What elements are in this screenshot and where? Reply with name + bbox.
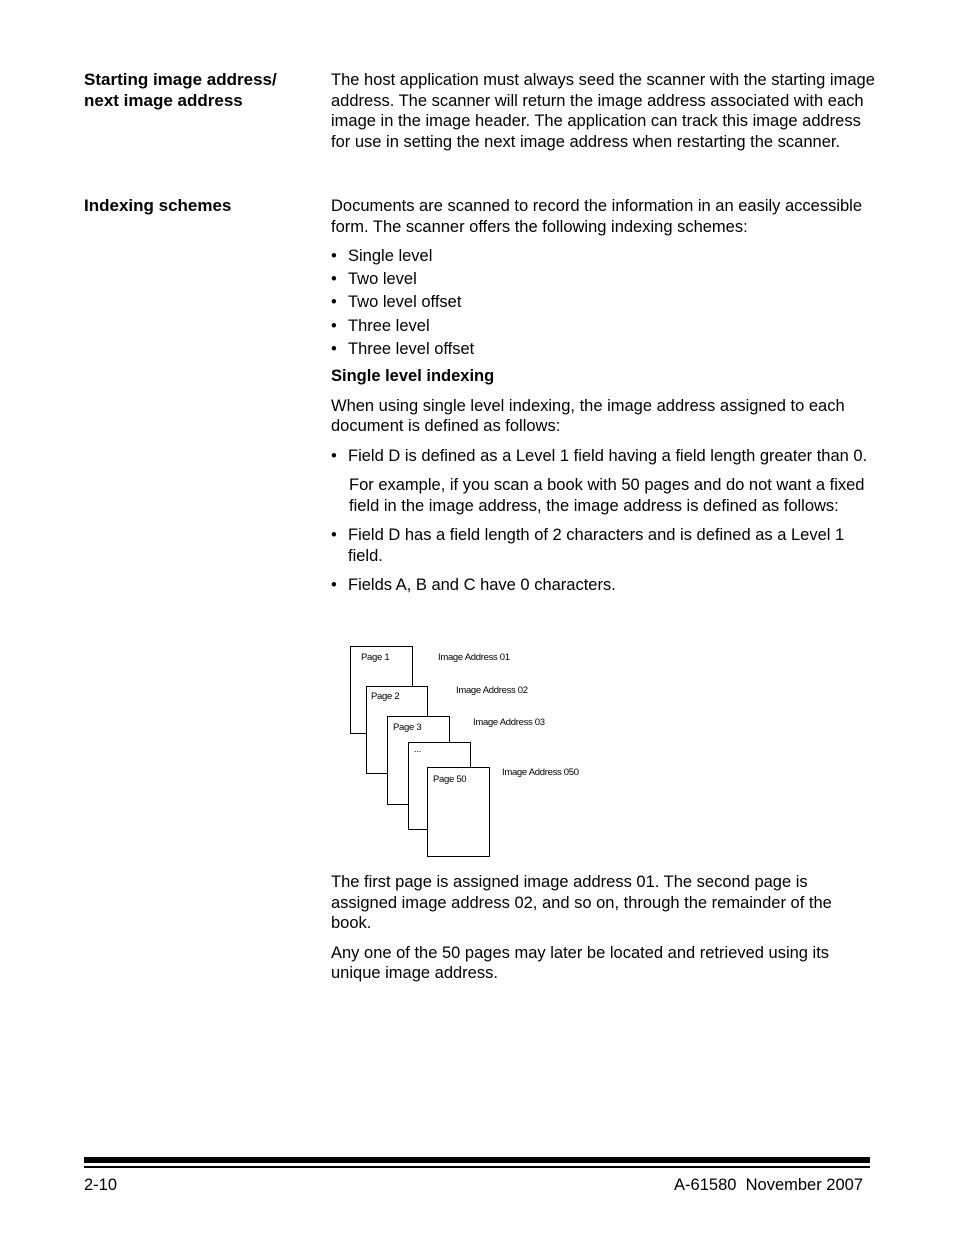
list-item: • Fields A, B and C have 0 characters.: [331, 576, 616, 595]
page-label: ...: [414, 744, 422, 755]
starting-address-body: [331, 70, 876, 152]
page-label: Page 50: [433, 774, 467, 785]
list-item: • Two level offset: [331, 293, 462, 312]
single-level-bullets-1: [331, 446, 876, 467]
page-stack-diagram: [345, 640, 585, 860]
closing-body: [331, 872, 876, 984]
page-number: 2-10: [84, 1176, 118, 1194]
page-label: Page 3: [393, 722, 422, 733]
bullet-icon: •: [331, 293, 337, 312]
single-level-bullets-2: [331, 525, 876, 596]
closing-paragraph-2: Any one of the 50 pages may later be located and retrieved using its unique image address.: [331, 943, 830, 982]
list-item: • Field D is defined as a Level 1 field having a field length greater than 0.: [331, 446, 868, 465]
list-item: • Field D has a field length of 2 characters and is defined as a Level 1 field.: [331, 526, 845, 565]
indexing-schemes-body: [331, 196, 876, 596]
section-heading-indexing-schemes: Indexing schemes: [84, 196, 232, 215]
single-level-intro: When using single level indexing, the image address assigned to each document is defined as follows:: [331, 396, 845, 436]
address-label: Image Address 050: [502, 767, 579, 778]
address-label: Image Address 02: [456, 685, 528, 696]
bullet-icon: •: [331, 576, 337, 595]
footer-rule: [84, 1157, 870, 1163]
closing-paragraph-1: The first page is assigned image address 01. The second page is assigned image address 02, and so on, through the remainder of the book.: [331, 873, 832, 932]
starting-address-paragraph: The host application must always seed the scanner with the starting image address. The scanner will return the image address associated with each image in the image header. The application can track this image address for use in setting the next image address when restarting the scanner.: [331, 71, 875, 151]
bullet-icon: •: [331, 339, 337, 358]
list-item: • Single level: [331, 247, 433, 265]
address-label: Image Address 01: [438, 652, 510, 663]
bullet-icon: •: [331, 316, 337, 335]
footer-rule-thin: [84, 1166, 870, 1168]
list-item: • Three level: [331, 316, 430, 335]
page-label: Page 2: [371, 691, 400, 702]
scheme-list: [331, 246, 876, 359]
example-paragraph: For example, if you scan a book with 50 pages and do not want a fixed field in the image address, the image address is defined as follows:: [349, 476, 865, 515]
bullet-icon: •: [331, 446, 337, 465]
indexing-intro: Documents are scanned to record the information in an easily accessible form. The scanner offers the following indexing schemes:: [331, 197, 863, 236]
bullet-icon: •: [331, 526, 337, 545]
bullet-icon: •: [331, 270, 337, 289]
section-heading-starting-address: Starting image address/ next image address: [84, 70, 277, 110]
list-item: • Three level offset: [331, 339, 475, 358]
list-item: • Two level: [331, 270, 417, 289]
document-id: A-61580 November 2007: [674, 1176, 863, 1194]
page-label: Page 1: [361, 652, 390, 663]
single-level-heading: Single level indexing: [331, 367, 495, 386]
page-card-50: [427, 767, 490, 857]
bullet-icon: •: [331, 247, 337, 265]
address-label: Image Address 03: [473, 717, 545, 728]
